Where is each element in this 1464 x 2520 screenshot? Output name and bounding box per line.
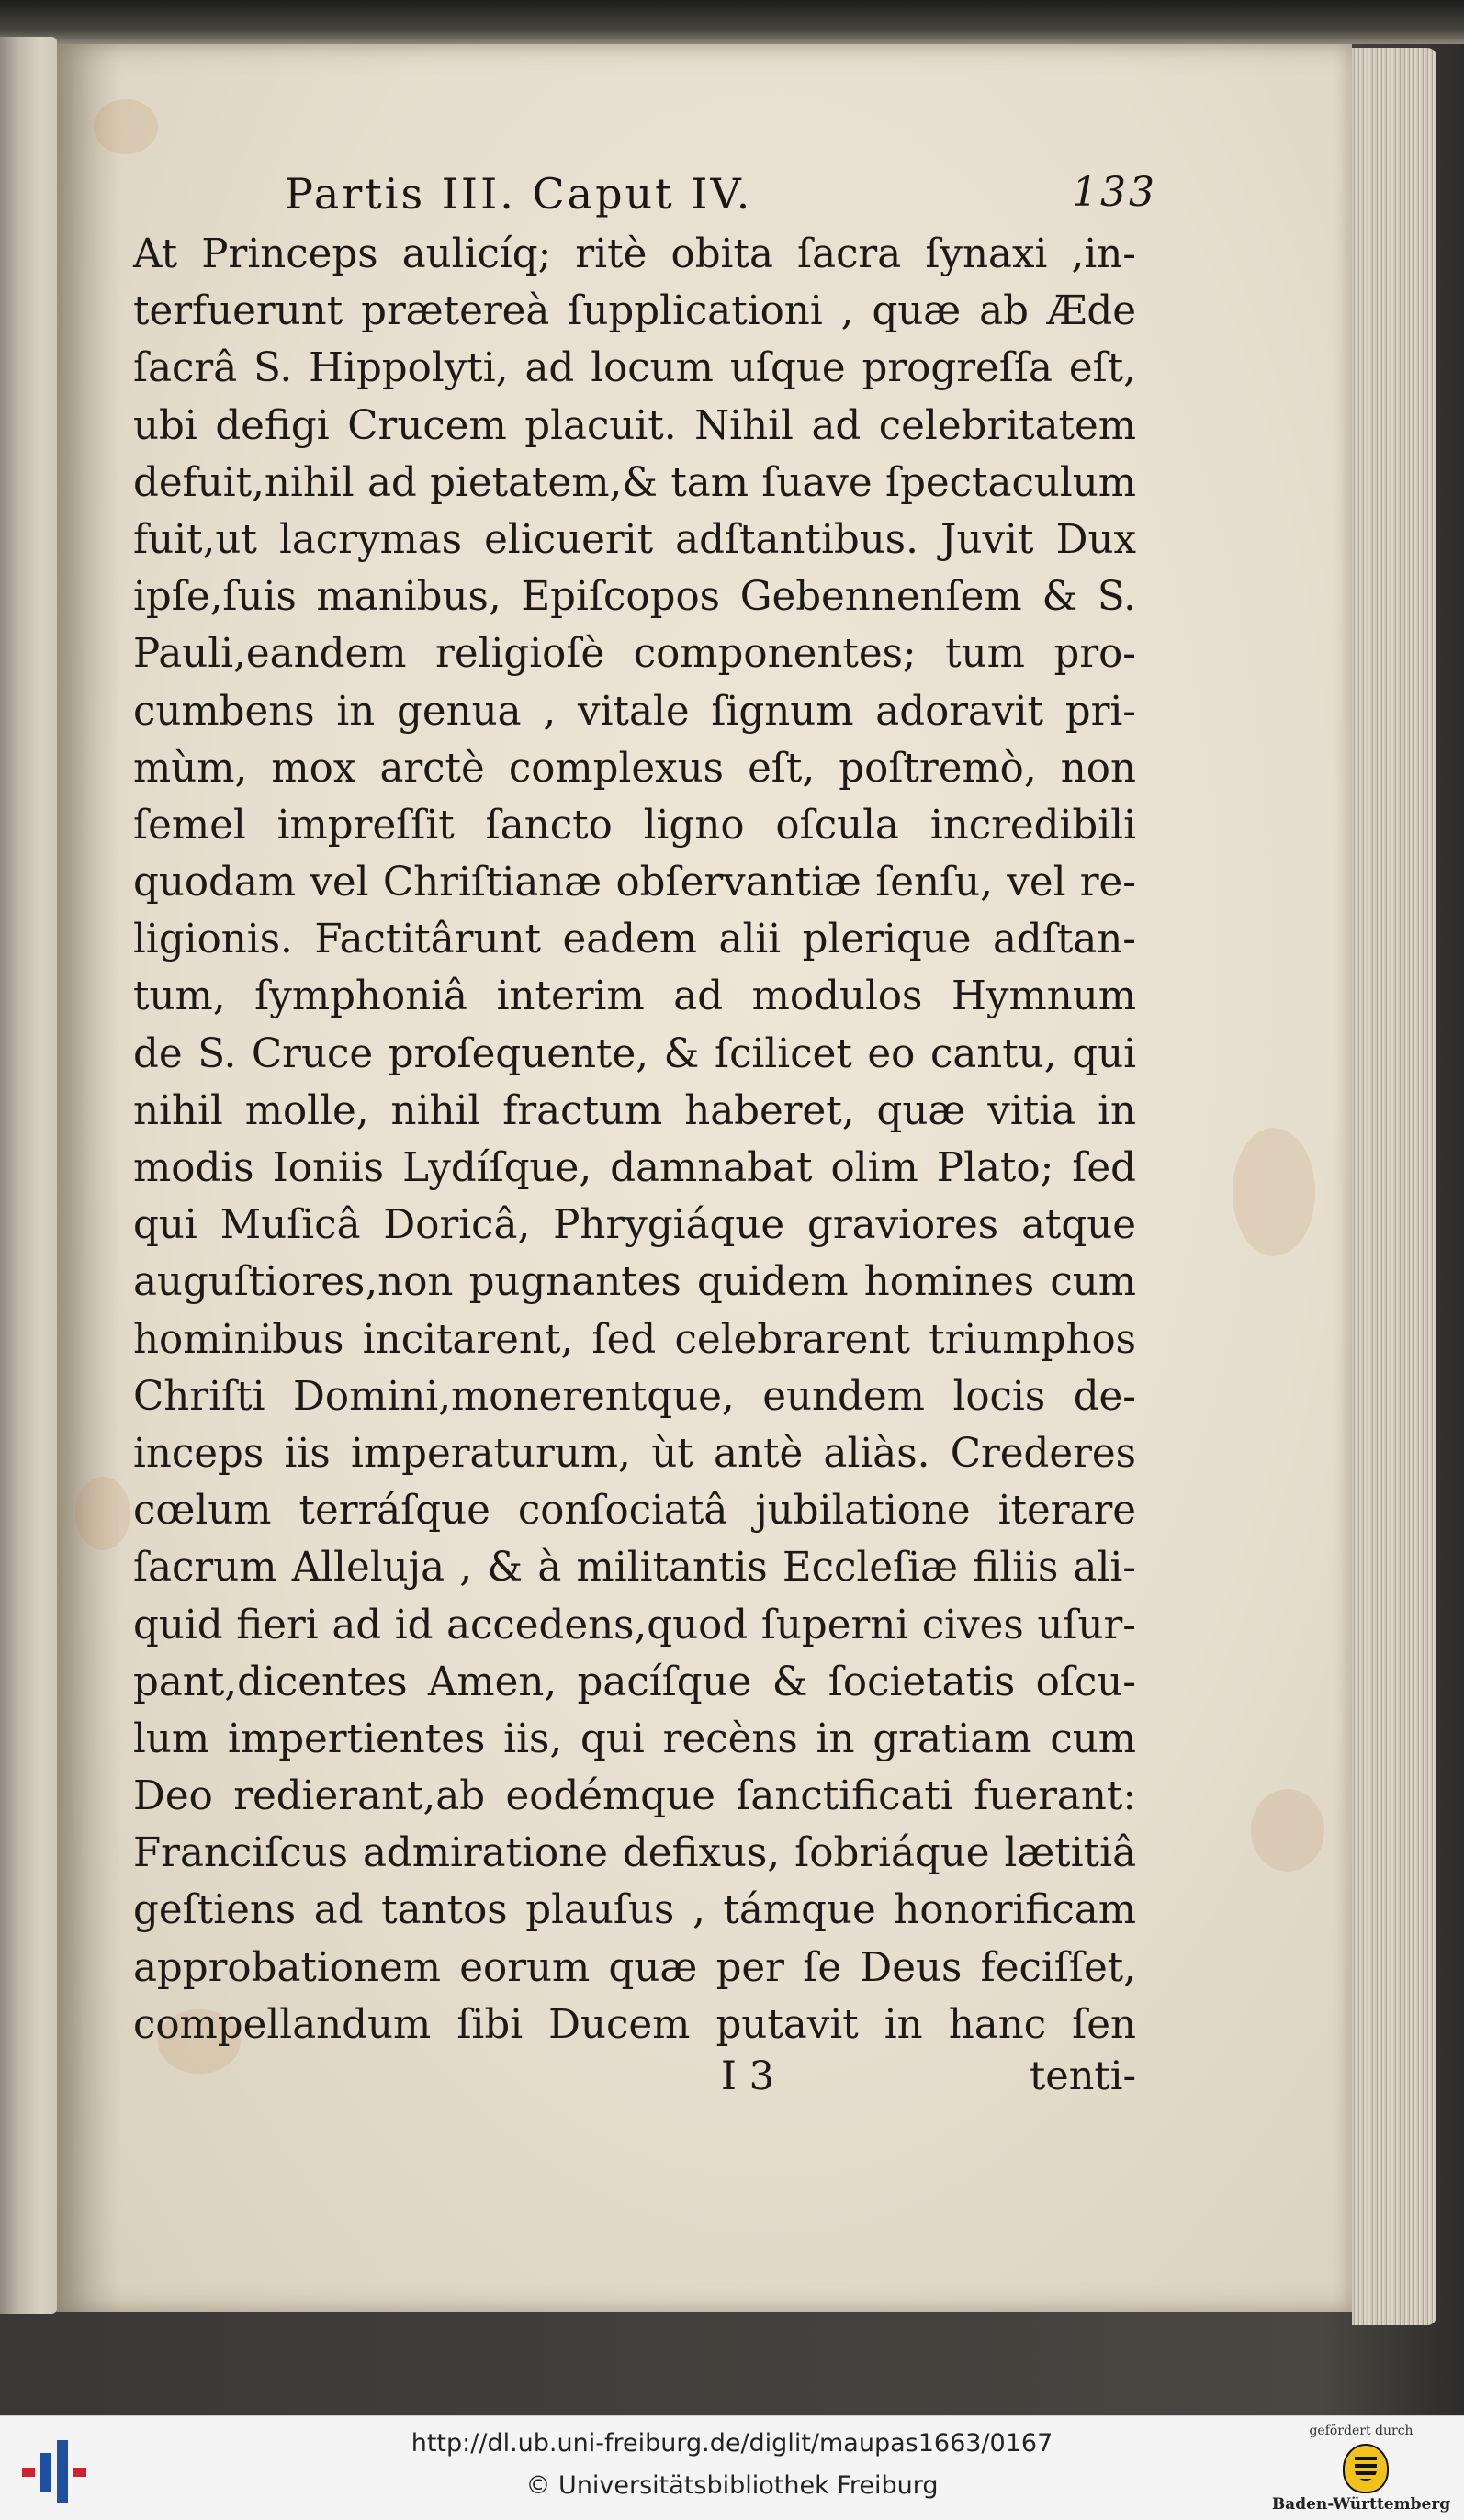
- state-seal-icon: [1343, 2444, 1389, 2493]
- text-line: quodam vel Chriſtianæ obſervantiæ ſenſu, vel re-: [133, 860, 1136, 906]
- text-line: ſacrâ S. Hippolyti, ad locum uſque progreſſa eſt,: [133, 345, 1136, 392]
- text-line: nihil molle, nihil fractum haberet, quæ vitia in: [133, 1087, 1136, 1134]
- text-line: inceps iis imperaturum, ùt antè aliàs. Crederes: [133, 1430, 1136, 1477]
- running-head-title: Partis III. Caput IV.: [285, 169, 753, 219]
- catchword: tenti-: [1030, 2053, 1136, 2099]
- text-line: cœlum terráſque conſociatâ jubilatione iterare: [133, 1488, 1136, 1535]
- text-line: lum impertientes iis, qui recèns in gratiam cum: [133, 1716, 1136, 1762]
- book-top-edge: [0, 0, 1464, 44]
- text-line: Chriſti Domini,monerentque, eundem locis de-: [133, 1373, 1136, 1420]
- page-block-edges: [1352, 48, 1436, 2325]
- foxing-stain: [1233, 1128, 1315, 1256]
- text-line: fuit,ut lacrymas elicuerit adſtantibus. Juvit Dux: [133, 516, 1136, 563]
- text-line: defuit,nihil ad pietatem,& tam ſuave ſpectaculum: [133, 459, 1136, 506]
- copyright-notice: © Universitätsbibliothek Freiburg: [525, 2471, 939, 2500]
- running-head: [156, 163, 1157, 228]
- page-foot: [133, 2053, 1136, 2110]
- facing-page-edge: [0, 37, 57, 2314]
- permalink-url[interactable]: http://dl.ub.uni-freiburg.de/diglit/maupas1663/0167: [411, 2429, 1053, 2458]
- text-line: modis Ioniis Lydíſque, damnabat olim Plato; ſed: [133, 1145, 1136, 1191]
- text-line: ligionis. Factitârunt eadem alii plerique adſtan-: [133, 917, 1136, 963]
- text-line: approbationem eorum quæ per ſe Deus feciſſet,: [133, 1944, 1136, 1991]
- text-line: cumbens in genua , vitale ſignum adoravit pri-: [133, 688, 1136, 735]
- text-line: mùm, mox arctè complexus eſt, poſtremò, non: [133, 745, 1136, 792]
- foxing-stain: [94, 99, 158, 154]
- foxing-stain: [1251, 1789, 1324, 1872]
- page-number: 133: [1072, 169, 1157, 216]
- sponsor-name: Baden-Württemberg: [1271, 2495, 1451, 2514]
- text-line: terfuerunt prætereà ſupplicationi , quæ ab Æde: [133, 288, 1136, 335]
- foxing-stain: [75, 1477, 130, 1550]
- text-line: ſacrum Alleluja , & à militantis Eccleſiæ filiis ali-: [133, 1545, 1136, 1592]
- text-line: quid fieri ad id accedens,quod ſuperni cives uſur-: [133, 1602, 1136, 1648]
- text-line: compellandum ſibi Ducem putavit in hanc ſen: [133, 2001, 1136, 2048]
- text-line: Pauli,eandem religioſè componentes; tum pro-: [133, 631, 1136, 678]
- text-line: de S. Cruce proſequente, & ſcilicet eo cantu, qui: [133, 1030, 1136, 1077]
- gutter-shadow: [57, 44, 121, 2312]
- viewer-footer: [0, 2415, 1464, 2520]
- body-text: [133, 226, 1136, 2053]
- signature-mark: I 3: [721, 2053, 775, 2099]
- text-line: Deo redierant,ab eodémque ſanctificati fuerant:: [133, 1773, 1136, 1820]
- text-line: Franciſcus admiratione defixus, ſobriáque lætitiâ: [133, 1830, 1136, 1877]
- text-line: geſtiens ad tantos plauſus , támque honorificam: [133, 1887, 1136, 1934]
- text-line: At Princeps aulicíq; ritè obita ſacra ſynaxi ,in-: [133, 231, 1136, 277]
- sponsor-badge[interactable]: [1269, 2422, 1453, 2517]
- text-line: qui Muſicâ Doricâ, Phrygiáque graviores atque: [133, 1202, 1136, 1249]
- text-line: ſemel impreſſit ſancto ligno oſcula incredibili: [133, 802, 1136, 849]
- text-line: tum, ſymphoniâ interim ad modulos Hymnum: [133, 973, 1136, 1020]
- sponsor-label: gefördert durch: [1309, 2424, 1413, 2438]
- text-line: auguſtiores,non pugnantes quidem homines cum: [133, 1259, 1136, 1306]
- text-line: pant,dicentes Amen, pacíſque & ſocietatis oſcu-: [133, 1659, 1136, 1705]
- text-line: hominibus incitarent, ſed celebrarent triumphos: [133, 1316, 1136, 1363]
- text-line: ipſe,ſuis manibus, Epiſcopos Gebennenſem & S.: [133, 574, 1136, 621]
- text-line: ubi defigi Crucem placuit. Nihil ad celebritatem: [133, 402, 1136, 449]
